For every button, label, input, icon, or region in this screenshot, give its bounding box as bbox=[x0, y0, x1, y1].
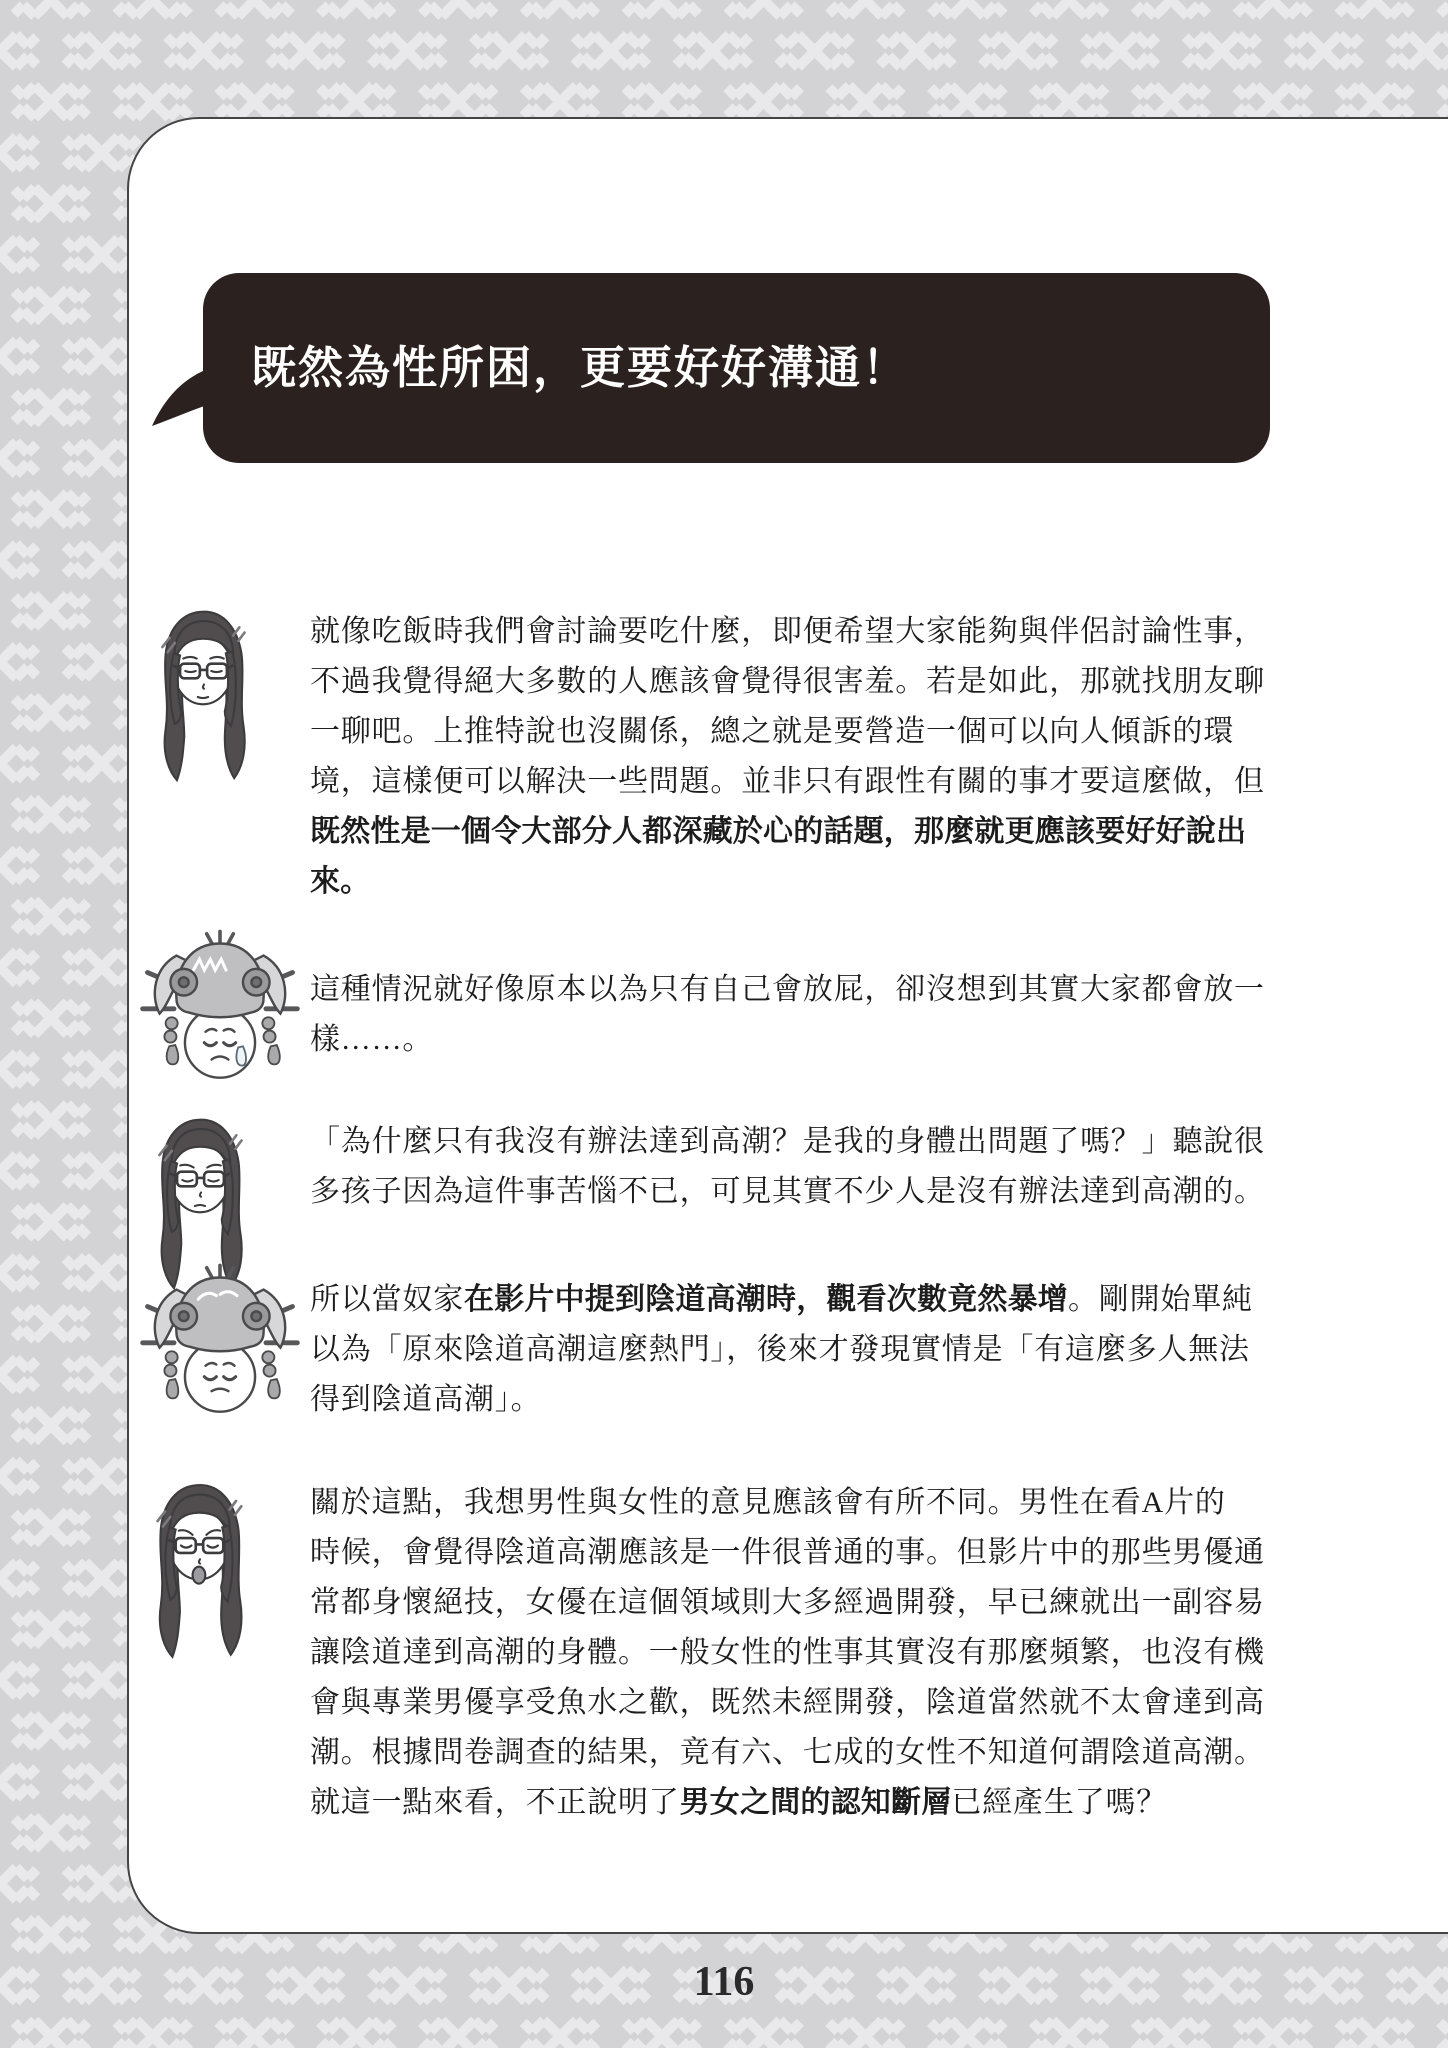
dialogue-line bbox=[310, 1528, 1305, 1578]
text-segment: 得到陰道高潮」。 bbox=[310, 1383, 542, 1416]
dialogue-line bbox=[310, 1478, 1305, 1528]
text-segment: 所以當奴家 bbox=[310, 1283, 464, 1316]
dialogue-text bbox=[310, 1478, 1305, 1828]
dialogue-line bbox=[310, 757, 1305, 807]
text-segment: 常都身懷絕技，女優在這個領域則大多經過開發，早已練就出一副容易 bbox=[310, 1586, 1265, 1619]
dialogue-text bbox=[310, 607, 1305, 907]
dialogue-line bbox=[310, 807, 1305, 857]
text-segment: 。剛開始單純 bbox=[1068, 1283, 1253, 1316]
dialogue-line bbox=[310, 857, 1305, 907]
page-number: 116 bbox=[693, 1959, 755, 2005]
oiran-avatar bbox=[131, 1263, 309, 1425]
text-segment: 不過我覺得絕大多數的人應該會覺得很害羞。若是如此，那就找朋友聊 bbox=[310, 665, 1265, 698]
dialogue-line bbox=[310, 657, 1305, 707]
dialogue-line bbox=[310, 1325, 1305, 1375]
text-segment: 境，這樣便可以解決一些問題。並非只有跟性有關的事才要這麼做，但 bbox=[310, 765, 1265, 798]
text-segment: 已經產生了嗎？ bbox=[951, 1786, 1168, 1819]
text-segment: 以為「原來陰道高潮這麼熱門」，後來才發現實情是「有這麼多人無法 bbox=[310, 1333, 1250, 1366]
dialogue-line bbox=[310, 1578, 1305, 1628]
bold-text-segment: 在影片中提到陰道高潮時，觀看次數竟然暴增 bbox=[464, 1283, 1068, 1316]
dialogue-line bbox=[310, 707, 1305, 757]
dialogue-line bbox=[310, 965, 1305, 1015]
text-segment: 時候，會覺得陰道高潮應該是一件很普通的事。但影片中的那些男優通 bbox=[310, 1536, 1265, 1569]
woman-glasses-avatar bbox=[152, 599, 256, 795]
text-segment: 關於這點，我想男性與女性的意見應該會有所不同。男性在看A片的 bbox=[310, 1486, 1226, 1519]
text-segment: 就像吃飯時我們會討論要吃什麼，即便希望大家能夠與伴侶討論性事， bbox=[310, 615, 1265, 648]
dialogue-line bbox=[310, 1778, 1305, 1828]
dialogue-line bbox=[310, 607, 1305, 657]
text-segment: 就這一點來看，不正說明了 bbox=[310, 1786, 680, 1819]
dialogue-line bbox=[310, 1628, 1305, 1678]
text-segment: 潮。根據問卷調查的結果，竟有六、七成的女性不知道何謂陰道高潮。 bbox=[310, 1736, 1265, 1769]
page-title: 既然為性所困，更要好好溝通！ bbox=[251, 342, 910, 393]
woman-glasses-avatar bbox=[147, 1474, 253, 1670]
dialogue-line bbox=[310, 1375, 1305, 1425]
text-segment: 多孩子因為這件事苦惱不已，可見其實不少人是沒有辦法達到高潮的。 bbox=[310, 1175, 1265, 1208]
text-segment: 讓陰道達到高潮的身體。一般女性的性事其實沒有那麼頻繁，也沒有機 bbox=[310, 1636, 1265, 1669]
text-segment: 會與專業男優享受魚水之歡，既然未經開發，陰道當然就不太會達到高 bbox=[310, 1686, 1265, 1719]
text-segment: 「為什麼只有我沒有辦法達到高潮？是我的身體出問題了嗎？」聽說很 bbox=[310, 1125, 1265, 1158]
dialogue-text bbox=[310, 1275, 1305, 1425]
bold-text-segment: 既然性是一個令大部分人都深藏於心的話題，那麼就更應該要好好說出 bbox=[310, 815, 1247, 848]
dialogue-line bbox=[310, 1117, 1305, 1167]
dialogue-text bbox=[310, 1117, 1305, 1217]
oiran-avatar bbox=[131, 929, 309, 1091]
dialogue-line bbox=[310, 1015, 1305, 1065]
dialogue-line bbox=[310, 1167, 1305, 1217]
text-segment: 這種情況就好像原本以為只有自己會放屁，卻沒想到其實大家都會放一 bbox=[310, 973, 1265, 1006]
text-segment: 樣……。 bbox=[310, 1023, 434, 1056]
bold-text-segment: 男女之間的認知斷層 bbox=[679, 1786, 952, 1819]
dialogue-line bbox=[310, 1728, 1305, 1778]
dialogue-text bbox=[310, 965, 1305, 1065]
dialogue-line bbox=[310, 1275, 1305, 1325]
text-segment: 一聊吧。上推特說也沒關係，總之就是要營造一個可以向人傾訴的環 bbox=[310, 715, 1234, 748]
bold-text-segment: 來。 bbox=[310, 865, 371, 898]
dialogue-line bbox=[310, 1678, 1305, 1728]
